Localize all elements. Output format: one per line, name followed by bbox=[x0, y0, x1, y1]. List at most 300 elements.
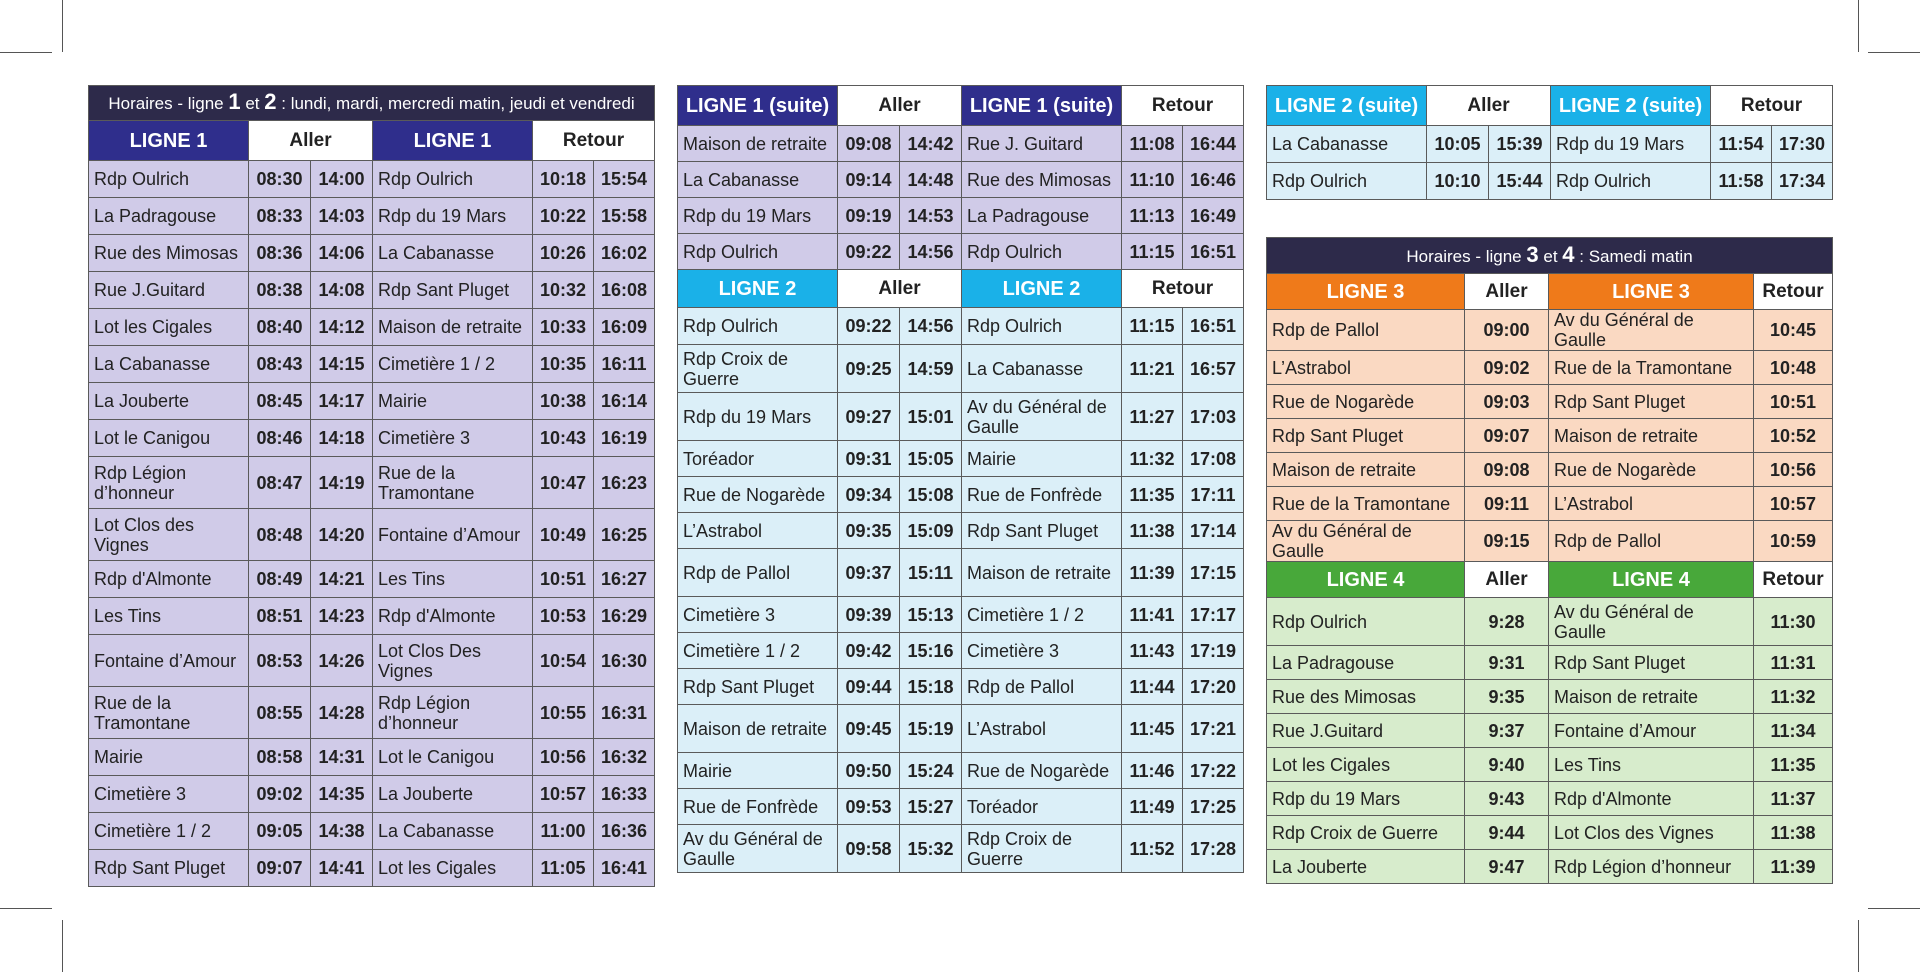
time-cell: 11:05 bbox=[533, 850, 594, 887]
stop-name-cell: Rue des Mimosas bbox=[89, 235, 249, 272]
time-cell: 08:36 bbox=[249, 235, 311, 272]
table-row bbox=[678, 549, 1244, 597]
table-row bbox=[678, 633, 1244, 669]
time-cell: 10:10 bbox=[1427, 163, 1489, 200]
time-cell: 14:15 bbox=[311, 346, 373, 383]
stop-name-cell: Rdp Oulrich bbox=[1267, 163, 1427, 200]
time-cell: 09:35 bbox=[838, 513, 900, 549]
time-cell: 14:18 bbox=[311, 420, 373, 457]
stop-name-cell: Rdp Croix de Guerre bbox=[678, 345, 838, 393]
stop-name-cell: La Padragouse bbox=[1267, 646, 1465, 680]
stop-name-cell: Les Tins bbox=[373, 561, 533, 598]
time-cell: 16:23 bbox=[594, 457, 655, 509]
direction-aller: Aller bbox=[249, 121, 373, 161]
time-cell: 14:56 bbox=[900, 308, 962, 345]
time-cell: 15:16 bbox=[900, 633, 962, 669]
stop-name-cell: Maison de retraite bbox=[1549, 419, 1754, 453]
time-cell: 09:22 bbox=[838, 308, 900, 345]
stop-name-cell: Rdp de Pallol bbox=[1549, 521, 1754, 562]
time-cell: 11:15 bbox=[1122, 308, 1183, 345]
time-cell: 09:11 bbox=[1465, 487, 1549, 521]
stop-name-cell: Les Tins bbox=[1549, 748, 1754, 782]
time-cell: 10:56 bbox=[1754, 453, 1833, 487]
table-row bbox=[1267, 351, 1833, 385]
timetable-ligne2-suite bbox=[1266, 85, 1833, 200]
stop-name-cell: Av du Général de Gaulle bbox=[1267, 521, 1465, 562]
stop-name-cell: Rue de Nogarède bbox=[678, 477, 838, 513]
table-row bbox=[1267, 310, 1833, 351]
time-cell: 10:18 bbox=[533, 161, 594, 198]
table-row bbox=[1267, 385, 1833, 419]
table-row bbox=[1267, 748, 1833, 782]
stop-name-cell: Rdp du 19 Mars bbox=[1267, 782, 1465, 816]
time-cell: 9:31 bbox=[1465, 646, 1549, 680]
time-cell: 14:26 bbox=[311, 635, 373, 687]
table-row bbox=[1267, 816, 1833, 850]
time-cell: 11:37 bbox=[1754, 782, 1833, 816]
stop-name-cell: Rdp Oulrich bbox=[962, 234, 1122, 270]
time-cell: 11:39 bbox=[1754, 850, 1833, 884]
time-cell: 11:08 bbox=[1122, 126, 1183, 162]
time-cell: 09:15 bbox=[1465, 521, 1549, 562]
time-cell: 9:28 bbox=[1465, 598, 1549, 646]
time-cell: 15:05 bbox=[900, 441, 962, 477]
stop-name-cell: Cimetière 1 / 2 bbox=[373, 346, 533, 383]
time-cell: 09:08 bbox=[1465, 453, 1549, 487]
table-row bbox=[1267, 487, 1833, 521]
time-cell: 11:39 bbox=[1122, 549, 1183, 597]
stop-name-cell: La Cabanasse bbox=[678, 162, 838, 198]
time-cell: 08:43 bbox=[249, 346, 311, 383]
stop-name-cell: Toréador bbox=[678, 441, 838, 477]
stop-name-cell: Av du Général de Gaulle bbox=[678, 825, 838, 873]
time-cell: 14:08 bbox=[311, 272, 373, 309]
time-cell: 11:31 bbox=[1754, 646, 1833, 680]
time-cell: 14:41 bbox=[311, 850, 373, 887]
time-cell: 11:35 bbox=[1122, 477, 1183, 513]
stop-name-cell: Rdp Oulrich bbox=[678, 308, 838, 345]
table-row bbox=[1267, 419, 1833, 453]
stop-name-cell: Rdp Oulrich bbox=[373, 161, 533, 198]
time-cell: 11:41 bbox=[1122, 597, 1183, 633]
table-row bbox=[678, 234, 1244, 270]
time-cell: 16:32 bbox=[594, 739, 655, 776]
stop-name-cell: L’Astrabol bbox=[962, 705, 1122, 753]
stop-name-cell: La Padragouse bbox=[89, 198, 249, 235]
time-cell: 09:02 bbox=[249, 776, 311, 813]
time-cell: 09:08 bbox=[838, 126, 900, 162]
stop-name-cell: Rue de la Tramontane bbox=[1549, 351, 1754, 385]
time-cell: 09:14 bbox=[838, 162, 900, 198]
time-cell: 14:03 bbox=[311, 198, 373, 235]
time-cell: 10:38 bbox=[533, 383, 594, 420]
stop-name-cell: Maison de retraite bbox=[678, 126, 838, 162]
crop-mark bbox=[62, 0, 63, 52]
crop-mark bbox=[1868, 908, 1920, 909]
table-row bbox=[678, 441, 1244, 477]
time-cell: 11:10 bbox=[1122, 162, 1183, 198]
table-row bbox=[678, 825, 1244, 873]
stop-name-cell: Rdp d'Almonte bbox=[1549, 782, 1754, 816]
stop-name-cell: La Jouberte bbox=[89, 383, 249, 420]
time-cell: 16:14 bbox=[594, 383, 655, 420]
time-cell: 09:31 bbox=[838, 441, 900, 477]
stop-name-cell: Rdp Sant Pluget bbox=[962, 513, 1122, 549]
table-row bbox=[89, 161, 655, 198]
stop-name-cell: Rdp du 19 Mars bbox=[678, 393, 838, 441]
time-cell: 10:22 bbox=[533, 198, 594, 235]
line-header-aller: LIGNE 4 bbox=[1267, 562, 1465, 598]
table-row bbox=[1267, 782, 1833, 816]
table-row bbox=[89, 687, 655, 739]
time-cell: 10:57 bbox=[533, 776, 594, 813]
stop-name-cell: Cimetière 3 bbox=[89, 776, 249, 813]
schedule-title: Horaires - ligne 1 et 2 : lundi, mardi, mercredi matin, jeudi et vendredi bbox=[89, 86, 655, 121]
table-row bbox=[89, 598, 655, 635]
table-row bbox=[89, 272, 655, 309]
stop-name-cell: Les Tins bbox=[89, 598, 249, 635]
stop-name-cell: La Padragouse bbox=[962, 198, 1122, 234]
stop-name-cell: Rdp de Pallol bbox=[678, 549, 838, 597]
stop-name-cell: Maison de retraite bbox=[678, 705, 838, 753]
time-cell: 11:32 bbox=[1754, 680, 1833, 714]
panel-ligne2-suite-schedule bbox=[1266, 85, 1832, 200]
stop-name-cell: Av du Général de Gaulle bbox=[1549, 310, 1754, 351]
stop-name-cell: Rue de Fonfrède bbox=[678, 789, 838, 825]
table-row bbox=[89, 346, 655, 383]
time-cell: 14:53 bbox=[900, 198, 962, 234]
time-cell: 15:01 bbox=[900, 393, 962, 441]
time-cell: 11:43 bbox=[1122, 633, 1183, 669]
stop-name-cell: La Cabanasse bbox=[962, 345, 1122, 393]
timetable-ligne1-suite-ligne2 bbox=[677, 85, 1244, 873]
time-cell: 16:36 bbox=[594, 813, 655, 850]
stop-name-cell: Maison de retraite bbox=[373, 309, 533, 346]
stop-name-cell: Lot les Cigales bbox=[1267, 748, 1465, 782]
direction-retour: Retour bbox=[1754, 562, 1833, 598]
direction-retour: Retour bbox=[1754, 274, 1833, 310]
time-cell: 10:43 bbox=[533, 420, 594, 457]
time-cell: 11:45 bbox=[1122, 705, 1183, 753]
time-cell: 14:17 bbox=[311, 383, 373, 420]
time-cell: 15:09 bbox=[900, 513, 962, 549]
table-row bbox=[89, 383, 655, 420]
stop-name-cell: Lot le Canigou bbox=[89, 420, 249, 457]
time-cell: 09:42 bbox=[838, 633, 900, 669]
line-header-retour: LIGNE 1 (suite) bbox=[962, 86, 1122, 126]
table-row bbox=[89, 739, 655, 776]
stop-name-cell: L’Astrabol bbox=[1549, 487, 1754, 521]
stop-name-cell: Rue J.Guitard bbox=[1267, 714, 1465, 748]
stop-name-cell: Lot les Cigales bbox=[373, 850, 533, 887]
table-row bbox=[1267, 126, 1833, 163]
time-cell: 11:44 bbox=[1122, 669, 1183, 705]
timetable-ligne3-ligne4 bbox=[1266, 237, 1833, 884]
table-row bbox=[678, 162, 1244, 198]
time-cell: 16:29 bbox=[594, 598, 655, 635]
time-cell: 16:08 bbox=[594, 272, 655, 309]
time-cell: 08:40 bbox=[249, 309, 311, 346]
stop-name-cell: Av du Général de Gaulle bbox=[962, 393, 1122, 441]
line-header-retour: LIGNE 2 bbox=[962, 270, 1122, 308]
time-cell: 10:52 bbox=[1754, 419, 1833, 453]
panel-ligne1-schedule bbox=[88, 85, 654, 887]
stop-name-cell: Rdp de Pallol bbox=[1267, 310, 1465, 351]
time-cell: 08:33 bbox=[249, 198, 311, 235]
stop-name-cell: Rdp Légion d’honneur bbox=[1549, 850, 1754, 884]
time-cell: 09:00 bbox=[1465, 310, 1549, 351]
stop-name-cell: L’Astrabol bbox=[678, 513, 838, 549]
crop-mark bbox=[1858, 920, 1859, 972]
table-row bbox=[89, 235, 655, 272]
time-cell: 08:45 bbox=[249, 383, 311, 420]
time-cell: 11:00 bbox=[533, 813, 594, 850]
time-cell: 09:39 bbox=[838, 597, 900, 633]
line-header-retour: LIGNE 4 bbox=[1549, 562, 1754, 598]
stop-name-cell: Cimetière 1 / 2 bbox=[678, 633, 838, 669]
table-row bbox=[89, 850, 655, 887]
stop-name-cell: Rdp du 19 Mars bbox=[1551, 126, 1711, 163]
stop-name-cell: Maison de retraite bbox=[962, 549, 1122, 597]
line-header-aller: LIGNE 1 (suite) bbox=[678, 86, 838, 126]
time-cell: 10:56 bbox=[533, 739, 594, 776]
panel-ligne1-ligne2-schedule bbox=[677, 85, 1243, 873]
time-cell: 11:58 bbox=[1711, 163, 1772, 200]
time-cell: 9:43 bbox=[1465, 782, 1549, 816]
direction-aller: Aller bbox=[838, 86, 962, 126]
direction-aller: Aller bbox=[1465, 562, 1549, 598]
time-cell: 11:34 bbox=[1754, 714, 1833, 748]
stop-name-cell: La Cabanasse bbox=[89, 346, 249, 383]
stop-name-cell: Cimetière 1 / 2 bbox=[89, 813, 249, 850]
direction-retour: Retour bbox=[1122, 270, 1244, 308]
time-cell: 15:27 bbox=[900, 789, 962, 825]
time-cell: 14:21 bbox=[311, 561, 373, 598]
stop-name-cell: Rdp Légion d’honneur bbox=[373, 687, 533, 739]
time-cell: 10:55 bbox=[533, 687, 594, 739]
time-cell: 16:44 bbox=[1183, 126, 1244, 162]
table-row bbox=[678, 513, 1244, 549]
time-cell: 10:53 bbox=[533, 598, 594, 635]
time-cell: 10:35 bbox=[533, 346, 594, 383]
time-cell: 09:07 bbox=[249, 850, 311, 887]
table-row bbox=[1267, 598, 1833, 646]
stop-name-cell: Rdp d'Almonte bbox=[89, 561, 249, 598]
time-cell: 11:38 bbox=[1754, 816, 1833, 850]
time-cell: 14:35 bbox=[311, 776, 373, 813]
time-cell: 15:58 bbox=[594, 198, 655, 235]
time-cell: 17:21 bbox=[1183, 705, 1244, 753]
time-cell: 10:48 bbox=[1754, 351, 1833, 385]
table-row bbox=[89, 635, 655, 687]
stop-name-cell: Rdp Croix de Guerre bbox=[1267, 816, 1465, 850]
time-cell: 11:30 bbox=[1754, 598, 1833, 646]
crop-mark bbox=[62, 920, 63, 972]
time-cell: 9:40 bbox=[1465, 748, 1549, 782]
time-cell: 09:34 bbox=[838, 477, 900, 513]
table-row bbox=[678, 198, 1244, 234]
stop-name-cell: Toréador bbox=[962, 789, 1122, 825]
table-row bbox=[678, 597, 1244, 633]
direction-aller: Aller bbox=[1465, 274, 1549, 310]
time-cell: 11:38 bbox=[1122, 513, 1183, 549]
time-cell: 08:55 bbox=[249, 687, 311, 739]
stop-name-cell: Maison de retraite bbox=[1549, 680, 1754, 714]
time-cell: 16:30 bbox=[594, 635, 655, 687]
table-row bbox=[1267, 680, 1833, 714]
time-cell: 17:11 bbox=[1183, 477, 1244, 513]
time-cell: 10:33 bbox=[533, 309, 594, 346]
stop-name-cell: Rdp Oulrich bbox=[678, 234, 838, 270]
stop-name-cell: Cimetière 3 bbox=[962, 633, 1122, 669]
stop-name-cell: Fontaine d’Amour bbox=[373, 509, 533, 561]
time-cell: 10:26 bbox=[533, 235, 594, 272]
table-row bbox=[678, 308, 1244, 345]
time-cell: 9:37 bbox=[1465, 714, 1549, 748]
stop-name-cell: Rdp d'Almonte bbox=[373, 598, 533, 635]
time-cell: 09:53 bbox=[838, 789, 900, 825]
time-cell: 09:19 bbox=[838, 198, 900, 234]
stop-name-cell: Rdp Croix de Guerre bbox=[962, 825, 1122, 873]
time-cell: 16:19 bbox=[594, 420, 655, 457]
time-cell: 16:51 bbox=[1183, 308, 1244, 345]
direction-aller: Aller bbox=[1427, 86, 1551, 126]
time-cell: 11:15 bbox=[1122, 234, 1183, 270]
schedule-title: Horaires - ligne 3 et 4 : Samedi matin bbox=[1267, 238, 1833, 274]
line-header-aller: LIGNE 1 bbox=[89, 121, 249, 161]
time-cell: 15:18 bbox=[900, 669, 962, 705]
time-cell: 14:38 bbox=[311, 813, 373, 850]
line-header-aller: LIGNE 2 bbox=[678, 270, 838, 308]
table-row bbox=[678, 345, 1244, 393]
direction-aller: Aller bbox=[838, 270, 962, 308]
line-header-retour: LIGNE 3 bbox=[1549, 274, 1754, 310]
crop-mark bbox=[1858, 0, 1859, 52]
time-cell: 14:06 bbox=[311, 235, 373, 272]
stop-name-cell: Rdp Oulrich bbox=[1551, 163, 1711, 200]
time-cell: 17:20 bbox=[1183, 669, 1244, 705]
crop-mark bbox=[1868, 52, 1920, 53]
stop-name-cell: Rue de Nogarède bbox=[1549, 453, 1754, 487]
stop-name-cell: Mairie bbox=[89, 739, 249, 776]
stop-name-cell: Lot les Cigales bbox=[89, 309, 249, 346]
time-cell: 11:46 bbox=[1122, 753, 1183, 789]
time-cell: 09:02 bbox=[1465, 351, 1549, 385]
time-cell: 16:33 bbox=[594, 776, 655, 813]
stop-name-cell: Fontaine d’Amour bbox=[89, 635, 249, 687]
time-cell: 17:19 bbox=[1183, 633, 1244, 669]
time-cell: 17:34 bbox=[1772, 163, 1833, 200]
time-cell: 16:57 bbox=[1183, 345, 1244, 393]
stop-name-cell: Rue J. Guitard bbox=[962, 126, 1122, 162]
time-cell: 11:13 bbox=[1122, 198, 1183, 234]
stop-name-cell: Cimetière 3 bbox=[678, 597, 838, 633]
table-row bbox=[678, 789, 1244, 825]
stop-name-cell: Rdp Sant Pluget bbox=[1549, 646, 1754, 680]
stop-name-cell: Fontaine d’Amour bbox=[1549, 714, 1754, 748]
stop-name-cell: Cimetière 1 / 2 bbox=[962, 597, 1122, 633]
time-cell: 16:25 bbox=[594, 509, 655, 561]
stop-name-cell: Rdp Sant Pluget bbox=[1549, 385, 1754, 419]
table-row bbox=[1267, 163, 1833, 200]
stop-name-cell: Rdp Sant Pluget bbox=[373, 272, 533, 309]
time-cell: 08:48 bbox=[249, 509, 311, 561]
time-cell: 10:32 bbox=[533, 272, 594, 309]
line-header-retour: LIGNE 2 (suite) bbox=[1551, 86, 1711, 126]
table-row bbox=[89, 561, 655, 598]
stop-name-cell: Rue de Nogarède bbox=[1267, 385, 1465, 419]
time-cell: 09:44 bbox=[838, 669, 900, 705]
stop-name-cell: Rue des Mimosas bbox=[1267, 680, 1465, 714]
time-cell: 15:24 bbox=[900, 753, 962, 789]
stop-name-cell: La Cabanasse bbox=[1267, 126, 1427, 163]
time-cell: 16:41 bbox=[594, 850, 655, 887]
stop-name-cell: Rdp du 19 Mars bbox=[373, 198, 533, 235]
stop-name-cell: Rue de Fonfrède bbox=[962, 477, 1122, 513]
stop-name-cell: La Cabanasse bbox=[373, 235, 533, 272]
time-cell: 14:48 bbox=[900, 162, 962, 198]
time-cell: 10:45 bbox=[1754, 310, 1833, 351]
stop-name-cell: Rue de Nogarède bbox=[962, 753, 1122, 789]
table-row bbox=[89, 457, 655, 509]
table-row bbox=[89, 420, 655, 457]
time-cell: 11:54 bbox=[1711, 126, 1772, 163]
stop-name-cell: Lot Clos des Vignes bbox=[1549, 816, 1754, 850]
time-cell: 15:19 bbox=[900, 705, 962, 753]
stop-name-cell: Rue des Mimosas bbox=[962, 162, 1122, 198]
stop-name-cell: Lot Clos des Vignes bbox=[89, 509, 249, 561]
table-row bbox=[89, 509, 655, 561]
stop-name-cell: Rdp Sant Pluget bbox=[89, 850, 249, 887]
stop-name-cell: Rdp Oulrich bbox=[962, 308, 1122, 345]
table-row bbox=[678, 669, 1244, 705]
time-cell: 16:09 bbox=[594, 309, 655, 346]
time-cell: 17:30 bbox=[1772, 126, 1833, 163]
time-cell: 14:59 bbox=[900, 345, 962, 393]
time-cell: 15:44 bbox=[1489, 163, 1551, 200]
time-cell: 09:03 bbox=[1465, 385, 1549, 419]
time-cell: 08:46 bbox=[249, 420, 311, 457]
stop-name-cell: La Jouberte bbox=[1267, 850, 1465, 884]
table-row bbox=[89, 309, 655, 346]
time-cell: 17:14 bbox=[1183, 513, 1244, 549]
time-cell: 14:28 bbox=[311, 687, 373, 739]
line-header-aller: LIGNE 2 (suite) bbox=[1267, 86, 1427, 126]
table-row bbox=[89, 813, 655, 850]
table-row bbox=[1267, 646, 1833, 680]
time-cell: 14:23 bbox=[311, 598, 373, 635]
time-cell: 9:35 bbox=[1465, 680, 1549, 714]
panel-ligne3-ligne4-schedule bbox=[1266, 237, 1832, 884]
direction-retour: Retour bbox=[1122, 86, 1244, 126]
time-cell: 09:45 bbox=[838, 705, 900, 753]
stop-name-cell: Rdp Sant Pluget bbox=[678, 669, 838, 705]
time-cell: 15:32 bbox=[900, 825, 962, 873]
time-cell: 17:17 bbox=[1183, 597, 1244, 633]
time-cell: 14:31 bbox=[311, 739, 373, 776]
time-cell: 09:05 bbox=[249, 813, 311, 850]
time-cell: 14:12 bbox=[311, 309, 373, 346]
time-cell: 11:32 bbox=[1122, 441, 1183, 477]
stop-name-cell: Av du Général de Gaulle bbox=[1549, 598, 1754, 646]
time-cell: 10:49 bbox=[533, 509, 594, 561]
table-row bbox=[678, 126, 1244, 162]
stop-name-cell: La Cabanasse bbox=[373, 813, 533, 850]
stop-name-cell: Maison de retraite bbox=[1267, 453, 1465, 487]
stop-name-cell: La Jouberte bbox=[373, 776, 533, 813]
time-cell: 14:00 bbox=[311, 161, 373, 198]
time-cell: 14:20 bbox=[311, 509, 373, 561]
